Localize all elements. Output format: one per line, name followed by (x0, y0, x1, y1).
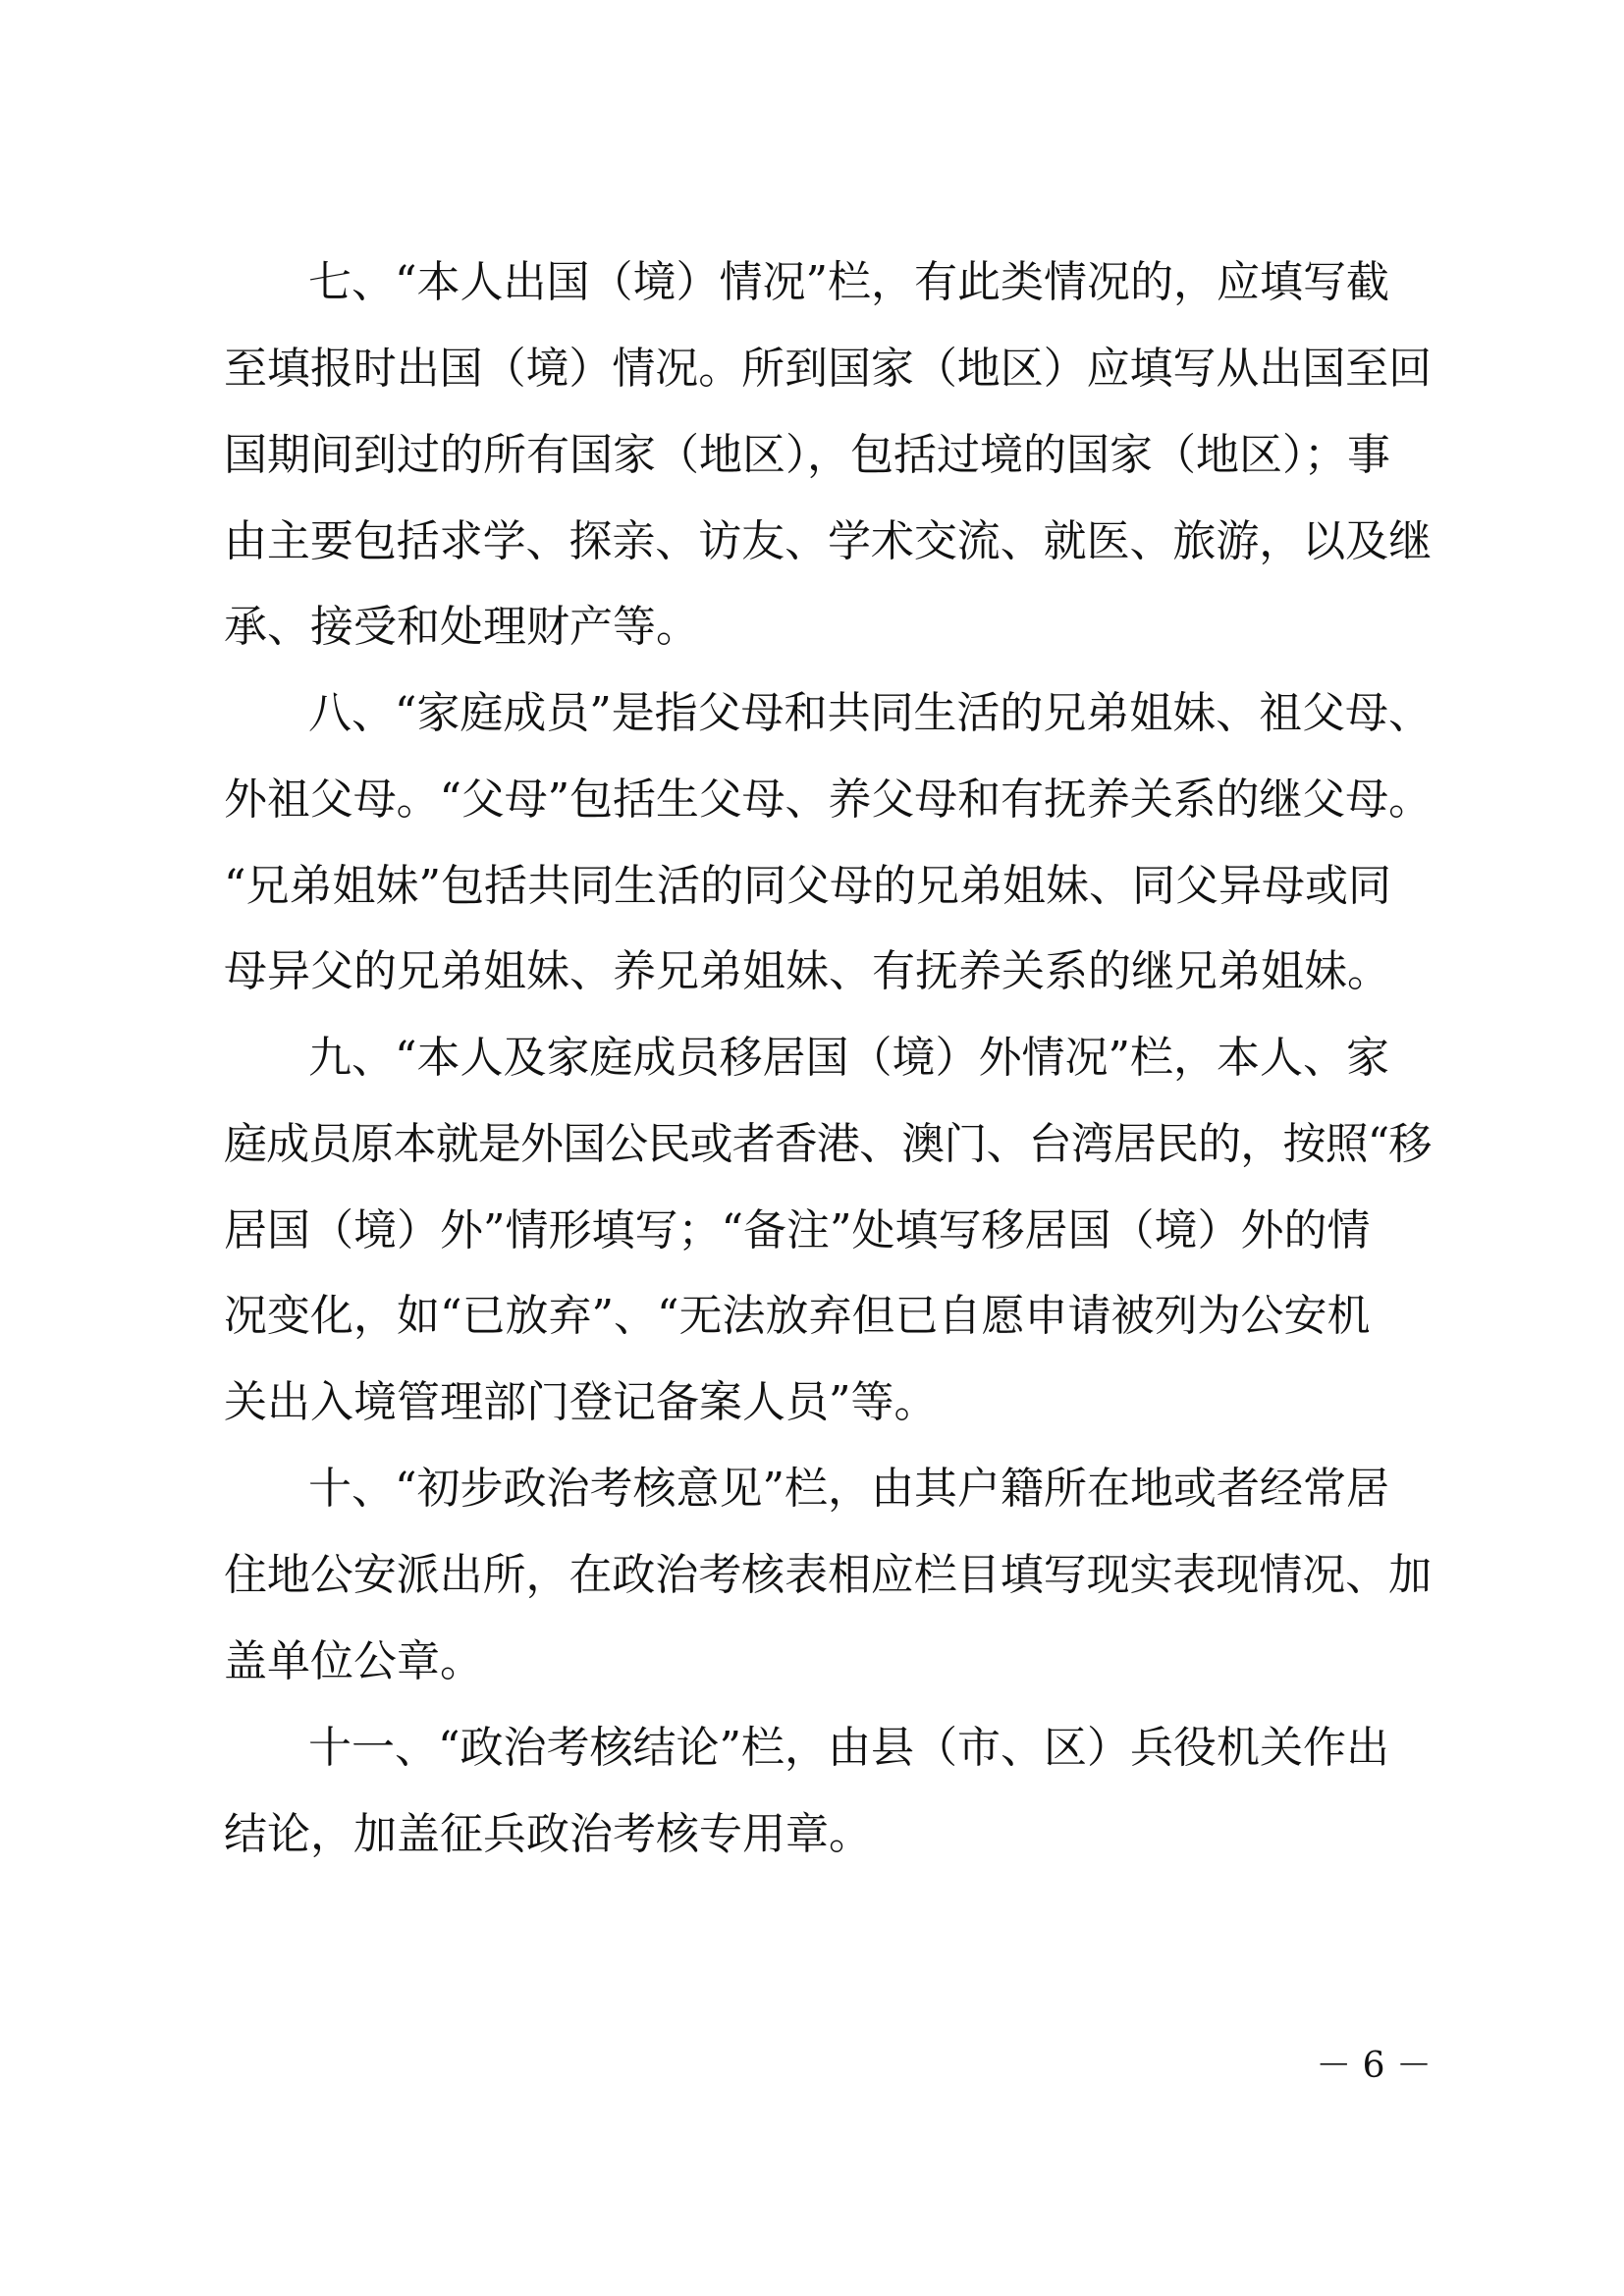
text-line: 盖单位公章。 (224, 1636, 483, 1686)
page-number: － 6 － (1316, 2046, 1432, 2086)
text-line: 结论，加盖征兵政治考核专用章。 (224, 1809, 872, 1859)
text-line: 由主要包括求学、探亲、访友、学术交流、就医、旅游，以及继 (224, 516, 1432, 566)
text-line: 外祖父母。“父母”包括生父母、养父母和有抚养关系的继父母。 (224, 774, 1432, 825)
text-line: “兄弟姐妹”包括共同生活的同父母的兄弟姐妹、同父异母或同 (224, 861, 1391, 911)
text-line: 住地公安派出所，在政治考核表相应栏目填写现实表现情况、加 (224, 1550, 1432, 1600)
text-line: 八、“家庭成员”是指父母和共同生活的兄弟姐妹、祖父母、 (308, 688, 1432, 738)
text-line: 十、“初步政治考核意见”栏，由其户籍所在地或者经常居 (308, 1464, 1389, 1514)
text-line: 居国（境）外”情形填写；“备注”处填写移居国（境）外的情 (224, 1205, 1371, 1255)
text-line: 至填报时出国（境）情况。所到国家（地区）应填写从出国至回 (224, 344, 1432, 394)
text-line: 母异父的兄弟姐妹、养兄弟姐妹、有抚养关系的继兄弟姐妹。 (224, 946, 1390, 996)
text-line: 承、接受和处理财产等。 (224, 602, 699, 652)
text-line: 七、“本人出国（境）情况”栏，有此类情况的，应填写截 (308, 257, 1389, 307)
text-line: 关出入境管理部门登记备案人员”等。 (224, 1377, 938, 1427)
text-line: 九、“本人及家庭成员移居国（境）外情况”栏，本人、家 (308, 1033, 1389, 1083)
text-line: 国期间到过的所有国家（地区），包括过境的国家（地区）；事 (224, 430, 1390, 480)
text-line: 况变化，如“已放弃”、“无法放弃但已自愿申请被列为公安机 (224, 1291, 1371, 1341)
text-line: 十一、“政治考核结论”栏，由县（市、区）兵役机关作出 (308, 1723, 1389, 1773)
text-line: 庭成员原本就是外国公民或者香港、澳门、台湾居民的，按照“移 (224, 1119, 1432, 1169)
